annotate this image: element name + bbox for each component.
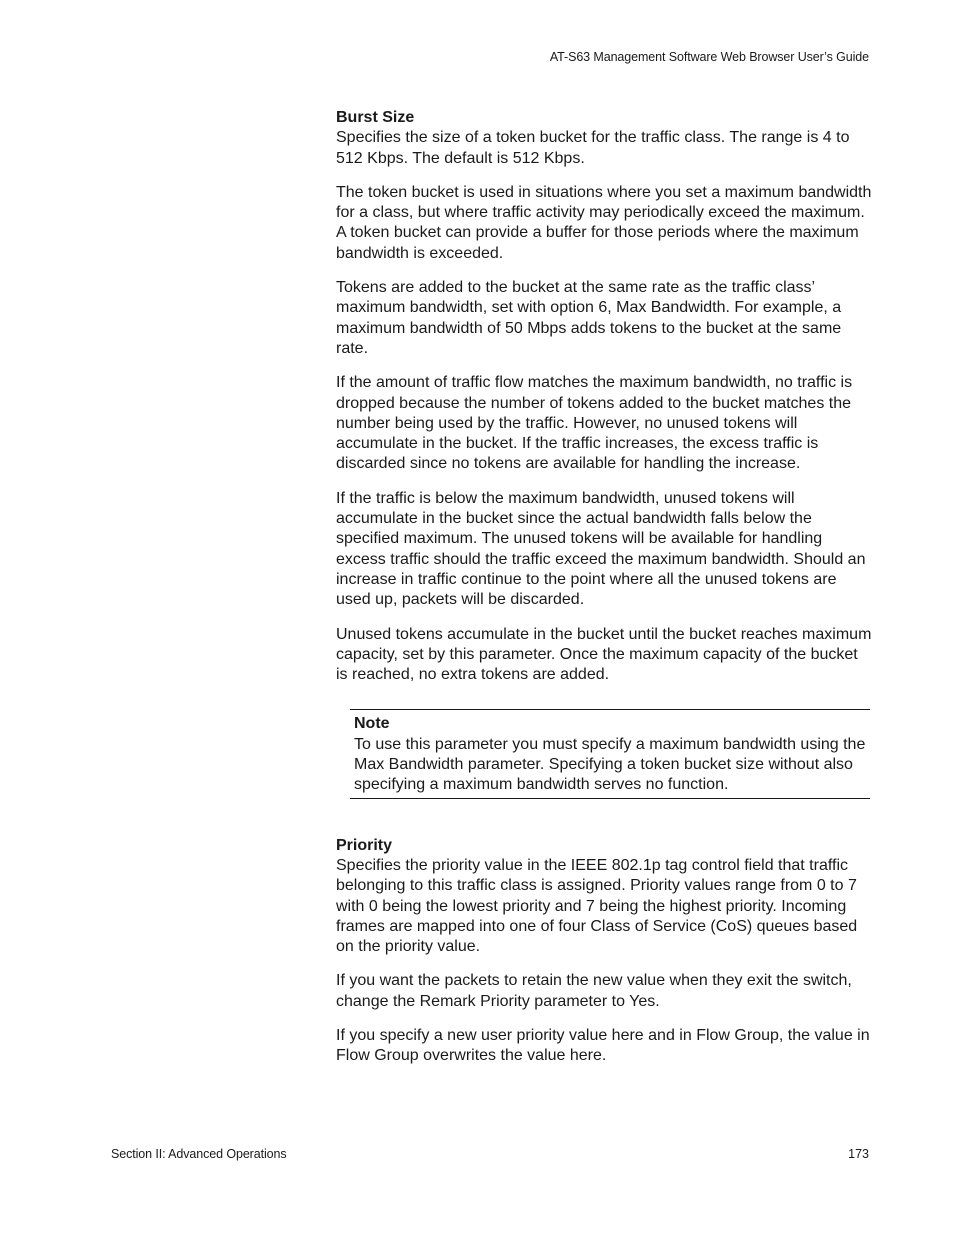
page-number: 173	[848, 1147, 869, 1161]
page-body	[336, 108, 872, 1081]
burst-size-paragraph: If the amount of traffic flow matches the maximum bandwidth, no traffic is dropped because the number of tokens added to the bucket matches the number being used by the traffic. However, no unused tokens will accumulate in the bucket. If the traffic increases, the excess traffic is discarded since no tokens are available for handling the increase.	[336, 374, 853, 473]
priority-title: Priority	[336, 836, 393, 854]
burst-size-paragraph: If the traffic is below the maximum bandwidth, unused tokens will accumulate in the bucket since the actual bandwidth falls below the specified maximum. The unused tokens will be available for handling excess traffic should the traffic exceed the maximum bandwidth. Should an increase in traffic continue to the point where all the unused tokens are used up, packets will be discarded.	[336, 489, 866, 609]
burst-size-title: Burst Size	[336, 109, 415, 126]
priority-paragraph: If you specify a new user priority value here and in Flow Group, the value in Flow Group overwrites the value here.	[336, 1026, 870, 1065]
priority-paragraph: If you want the packets to retain the new value when they exit the switch, change the Remark Priority parameter to Yes.	[336, 972, 852, 1010]
burst-size-paragraph: Unused tokens accumulate in the bucket until the bucket reaches maximum capacity, set by this parameter. Once the maximum capacity of the bucket is reached, no extra tokens are added.	[336, 625, 872, 684]
burst-size-paragraph: Tokens are added to the bucket at the same rate as the traffic class’ maximum bandwidth, set with option 6, Max Bandwidth. For example, a maximum bandwidth of 50 Mbps adds tokens to the bucket at the same rate.	[336, 279, 842, 357]
footer-section-name: Section II: Advanced Operations	[111, 1147, 287, 1161]
priority-section	[336, 836, 872, 1067]
burst-size-paragraph: The token bucket is used in situations where you set a maximum bandwidth for a class, but where traffic activity may periodically exceed the maximum. A token bucket can provide a buffer for those periods where the maximum bandwidth is exceeded.	[336, 183, 872, 262]
priority-paragraph: Specifies the priority value in the IEEE 802.1p tag control field that traffic belonging to this traffic class is assigned. Priority values range from 0 to 7 with 0 being the lowest priority and 7 being the highest priority. Incoming frames are mapped into one of four Class of Service (CoS) queues based on the priority value.	[336, 856, 858, 956]
running-header: AT-S63 Management Software Web Browser User’s Guide	[549, 50, 869, 64]
note-body: To use this parameter you must specify a maximum bandwidth using the Max Bandwidth parameter. Specifying a token bucket size without also specifying a maximum bandwidth serves no function.	[354, 735, 866, 794]
note-title: Note	[354, 715, 390, 733]
note-box	[350, 709, 870, 798]
burst-size-section	[336, 108, 872, 685]
burst-size-paragraph: Specifies the size of a token bucket for the traffic class. The range is 4 to 512 Kbps. The default is 512 Kbps.	[336, 129, 850, 167]
